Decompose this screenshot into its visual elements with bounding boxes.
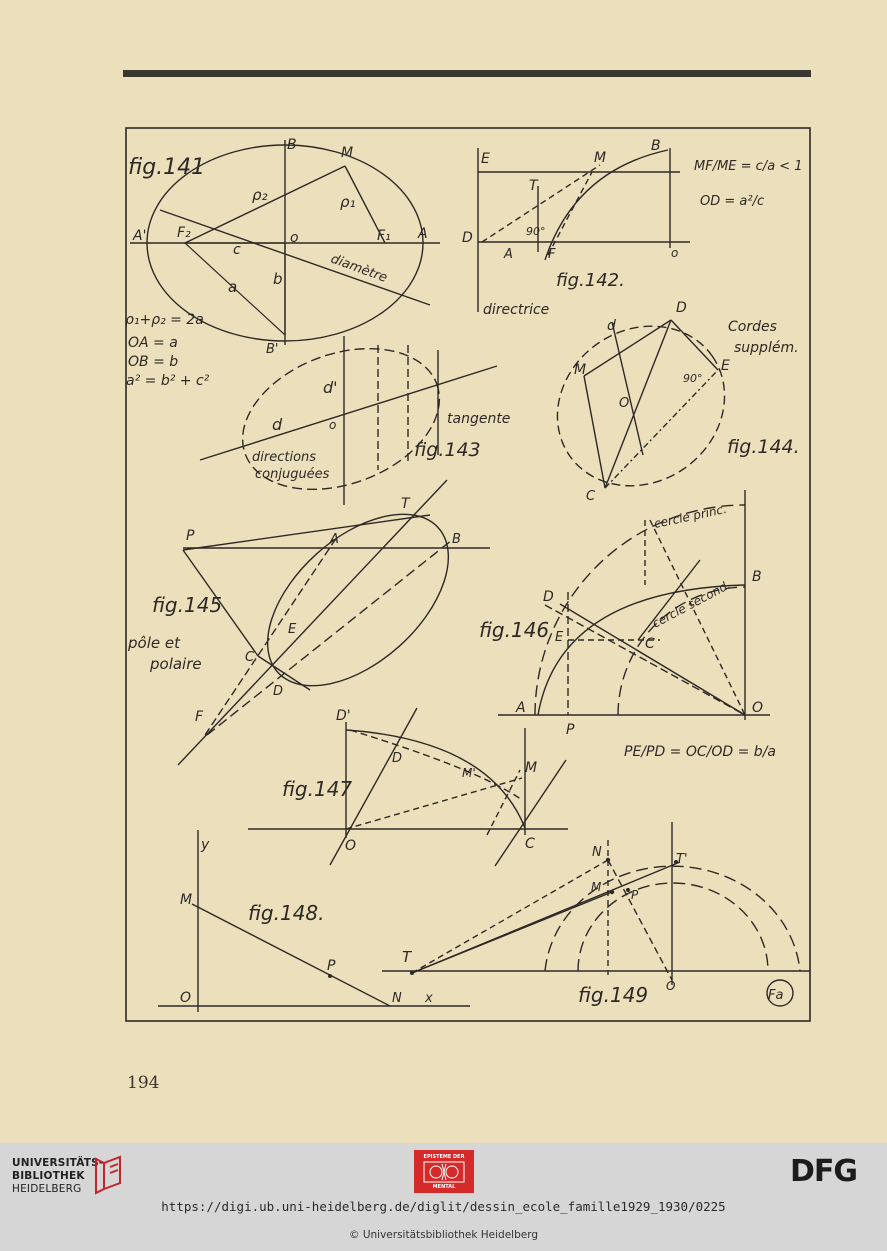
- label-rho2: ρ₂: [252, 186, 268, 204]
- label-rho1: ρ₁: [340, 193, 356, 211]
- label-d: D: [543, 589, 554, 605]
- label-pole: pôle et: [128, 634, 180, 652]
- label-d: D: [273, 684, 284, 699]
- ub-line-1: UNIVERSITÄTS-: [12, 1157, 104, 1169]
- label-polaire: polaire: [150, 655, 202, 673]
- label-e: E: [481, 151, 490, 167]
- label-a: A: [330, 532, 339, 547]
- fig-148-title: fig.148.: [248, 901, 325, 925]
- ub-heidelberg-logo[interactable]: [12, 1153, 142, 1198]
- label-tangente: tangente: [447, 411, 511, 427]
- ub-line-3: HEIDELBERG: [12, 1183, 82, 1195]
- plate-frame: [126, 128, 810, 1021]
- fig-146-drawing: [498, 490, 770, 720]
- label-b-prime: B': [266, 342, 279, 357]
- center-logo-line-1: EPISTEME DER: [423, 1154, 465, 1160]
- label-o: O: [619, 396, 630, 411]
- label-o: O: [345, 838, 357, 854]
- label-m: M: [341, 145, 354, 161]
- label-c: C: [245, 650, 255, 665]
- label-conjuguees: conjuguées: [255, 467, 330, 482]
- label-a: A: [504, 247, 513, 262]
- page-url[interactable]: https://digi.ub.uni-heidelberg.de/diglit/dessin_ecole_famille1929_1930/0225: [161, 1199, 726, 1214]
- label-a-small: a: [228, 278, 238, 296]
- label-d: D: [392, 751, 403, 766]
- equation-3: OB = b: [128, 354, 179, 370]
- label-o: O: [180, 990, 192, 1006]
- label-cercle-princ: cercle princ.: [652, 501, 728, 531]
- label-o: O: [666, 979, 676, 993]
- label-b: B: [452, 532, 461, 547]
- label-m: M: [591, 880, 602, 894]
- fig-142-title: fig.142.: [556, 270, 625, 291]
- ub-emblem-icon: [90, 1153, 126, 1197]
- label-m: M: [180, 892, 193, 908]
- label-b: B: [651, 138, 661, 154]
- label-e: E: [555, 630, 564, 645]
- label-m-prime: M': [462, 766, 476, 780]
- label-c: C: [525, 836, 535, 852]
- label-d: D: [676, 300, 687, 316]
- fig-145-title: fig.145: [152, 593, 223, 617]
- fig-144-drawing: [526, 294, 756, 518]
- fig-143-title: fig.143: [414, 439, 481, 461]
- center-emblem-logo[interactable]: [414, 1150, 474, 1193]
- label-t-prime: T': [676, 852, 688, 867]
- label-d-prime: d': [323, 378, 338, 397]
- label-d: D: [462, 230, 473, 246]
- ub-line-2: BIBLIOTHEK: [12, 1170, 85, 1182]
- equation-pe-pd: PE/PD = OC/OD = b/a: [624, 744, 776, 760]
- label-o: o: [290, 230, 299, 246]
- label-a-prime: A': [133, 228, 147, 244]
- page-number: 194: [127, 1073, 160, 1093]
- equation-4: a² = b² + c²: [126, 373, 210, 389]
- label-o: o: [671, 246, 679, 260]
- label-directions: directions: [252, 450, 317, 465]
- label-d-small: d: [607, 318, 616, 334]
- label-a: A: [418, 226, 428, 242]
- label-f1: F₁: [377, 228, 391, 244]
- equation-od: OD = a²/c: [700, 194, 765, 209]
- label-t: T: [529, 178, 538, 194]
- label-cercle-second: cercle second.: [649, 577, 733, 631]
- label-c: c: [233, 242, 241, 258]
- label-b: B: [752, 569, 762, 585]
- label-p: P: [566, 722, 575, 738]
- equation-ratio: MF/ME = c/a < 1: [694, 159, 803, 174]
- fig-149-title: fig.149: [578, 983, 649, 1007]
- label-m: M: [594, 150, 607, 166]
- dfg-logo[interactable]: DFG: [790, 1154, 858, 1189]
- label-o: O: [752, 700, 764, 716]
- label-b: B: [287, 137, 297, 153]
- label-m: M: [525, 760, 538, 776]
- label-t: T: [402, 948, 412, 966]
- label-f: F: [195, 709, 204, 725]
- label-c: C: [645, 636, 655, 652]
- label-d: d: [272, 415, 283, 434]
- fig-145-drawing: [178, 480, 490, 765]
- center-logo-line-2: MENTAL: [432, 1184, 456, 1190]
- fig-147-title: fig.147: [282, 777, 353, 801]
- label-angle: 90°: [683, 372, 703, 385]
- label-c: C: [586, 489, 596, 504]
- label-b-small: b: [273, 270, 283, 288]
- label-o: o: [329, 418, 337, 432]
- label-t: T: [401, 496, 410, 512]
- label-d-prime: D': [336, 708, 351, 724]
- label-f: F: [548, 247, 556, 262]
- fig-144-title: fig.144.: [727, 436, 800, 458]
- label-diametre: diamètre: [328, 251, 390, 286]
- label-f2: F₂: [177, 225, 191, 241]
- label-a: A: [516, 700, 526, 716]
- label-p: P: [327, 958, 336, 974]
- fig-146-title: fig.146: [479, 618, 550, 642]
- equation-1: ρ₁+ρ₂ = 2a: [125, 312, 204, 328]
- copyright-notice: © Universitätsbibliothek Heidelberg: [348, 1229, 538, 1241]
- monogram: Fa: [768, 988, 784, 1003]
- label-x: x: [425, 991, 433, 1006]
- label-directrice: directrice: [483, 302, 550, 318]
- label-cordes: Cordes: [728, 319, 777, 335]
- label-e: E: [721, 358, 730, 374]
- label-p: P: [186, 528, 195, 544]
- label-supplem: supplém.: [734, 340, 799, 356]
- fig-141-title: fig.141: [128, 155, 206, 180]
- label-n: N: [592, 845, 602, 860]
- label-y: y: [201, 837, 210, 853]
- label-e: E: [288, 622, 297, 637]
- label-m: M: [574, 362, 587, 378]
- label-angle: 90°: [526, 225, 546, 238]
- equation-2: OA = a: [128, 335, 178, 351]
- label-p: P: [631, 888, 639, 902]
- label-n: N: [392, 991, 402, 1006]
